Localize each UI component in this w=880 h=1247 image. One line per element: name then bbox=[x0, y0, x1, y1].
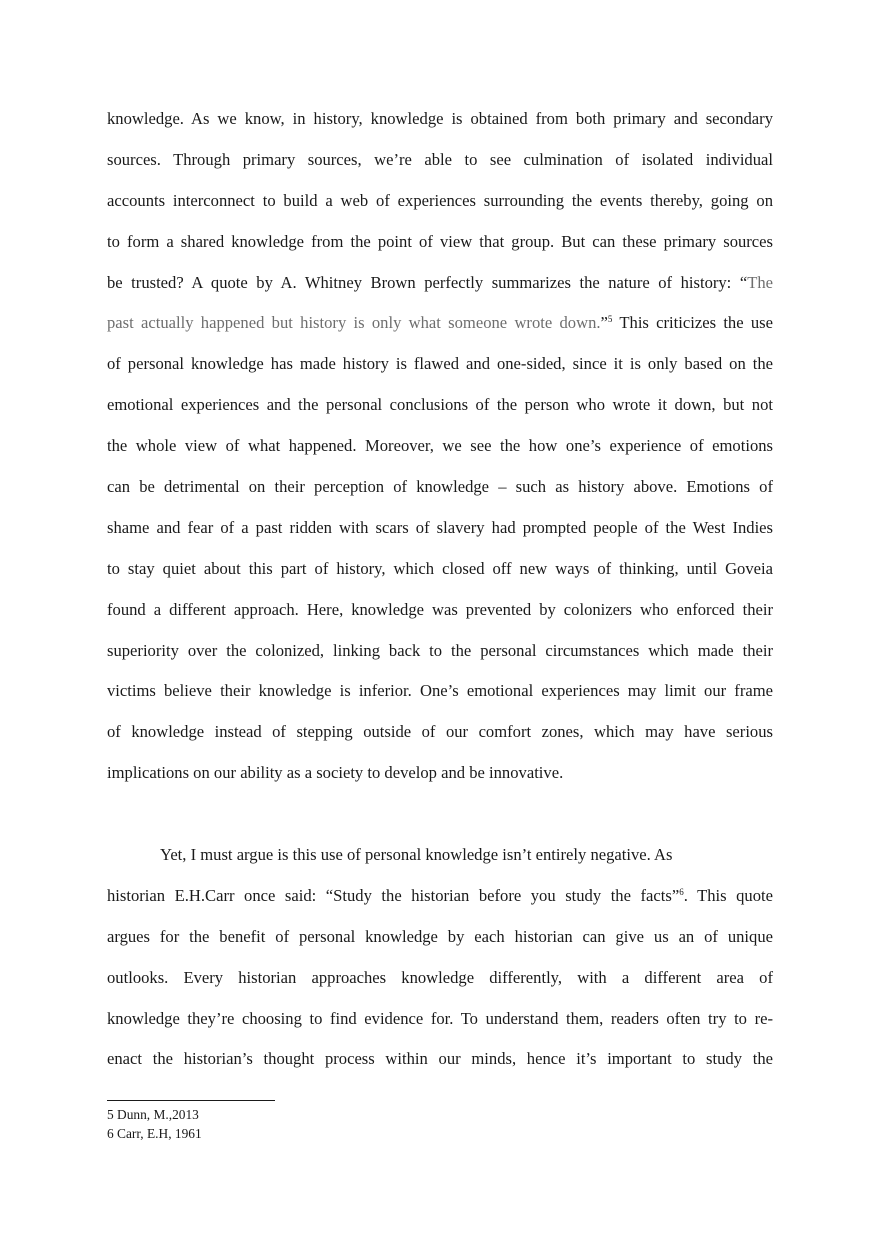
text-segment: . This quote bbox=[683, 885, 773, 905]
text-line: to form a shared knowledge from the point of view that group. But can these primary sources bbox=[107, 231, 773, 251]
text-line: accounts interconnect to build a web of experiences surrounding the events thereby, going on bbox=[107, 190, 773, 210]
text-line: of knowledge instead of stepping outside of our comfort zones, which may have serious bbox=[107, 722, 773, 742]
paragraph-1 bbox=[107, 99, 773, 794]
quote-text: The bbox=[747, 272, 773, 292]
text-line: to stay quiet about this part of history, which closed off new ways of thinking, until Goveia bbox=[107, 558, 773, 578]
text-line: superiority over the colonized, linking back to the personal circumstances which made their bbox=[107, 640, 773, 660]
quote-close: ” bbox=[600, 313, 608, 333]
text-line: victims believe their knowledge is inferior. One’s emotional experiences may limit our frame bbox=[107, 681, 773, 701]
text-line: enact the historian’s thought process within our minds, hence it’s important to study the bbox=[107, 1049, 773, 1069]
footnote-marker-6: 6 bbox=[679, 886, 684, 897]
text-segment: This criticizes the use bbox=[612, 313, 773, 333]
text-line bbox=[107, 263, 773, 304]
text-line bbox=[107, 876, 773, 917]
footnote-marker-5: 5 bbox=[607, 314, 613, 325]
text-line: the whole view of what happened. Moreover, we see the how one’s experience of emotions bbox=[107, 436, 773, 456]
footnote-divider bbox=[107, 1100, 275, 1101]
footnotes bbox=[107, 1106, 202, 1143]
text-line-indented: Yet, I must argue is this use of personal knowledge isn’t entirely negative. As bbox=[160, 845, 673, 864]
footnote-5: 5 Dunn, M.,2013 bbox=[107, 1107, 199, 1122]
text-segment: historian E.H.Carr once said: “Study the historian before you study the facts” bbox=[107, 885, 680, 905]
text-line: outlooks. Every historian approaches knowledge differently, with a different area of bbox=[107, 967, 773, 987]
footnote-6: 6 Carr, E.H, 1961 bbox=[107, 1125, 202, 1141]
text-line: found a different approach. Here, knowledge was prevented by colonizers who enforced their bbox=[107, 599, 773, 619]
text-segment: be trusted? A quote by A. Whitney Brown perfectly summarizes the nature of history: “ bbox=[107, 272, 748, 292]
text-line: knowledge. As we know, in history, knowledge is obtained from both primary and secondary bbox=[107, 109, 773, 128]
text-line: sources. Through primary sources, we’re able to see culmination of isolated individual bbox=[107, 149, 773, 169]
quote-text: past actually happened but history is only what someone wrote down. bbox=[107, 313, 601, 333]
text-line-last: implications on our ability as a society to develop and be innovative. bbox=[107, 763, 564, 783]
text-line: can be detrimental on their perception of knowledge – such as history above. Emotions of bbox=[107, 477, 773, 497]
text-line bbox=[107, 303, 773, 344]
text-line: emotional experiences and the personal conclusions of the person who wrote it down, but not bbox=[107, 395, 773, 415]
text-line: of personal knowledge has made history is flawed and one-sided, since it is only based on the bbox=[107, 354, 773, 374]
text-line: knowledge they’re choosing to find evidence for. To understand them, readers often try to re- bbox=[107, 1008, 773, 1028]
paragraph-2 bbox=[107, 835, 773, 1080]
text-line: shame and fear of a past ridden with scars of slavery had prompted people of the West Indies bbox=[107, 517, 773, 537]
text-line: argues for the benefit of personal knowledge by each historian can give us an of unique bbox=[107, 926, 773, 946]
